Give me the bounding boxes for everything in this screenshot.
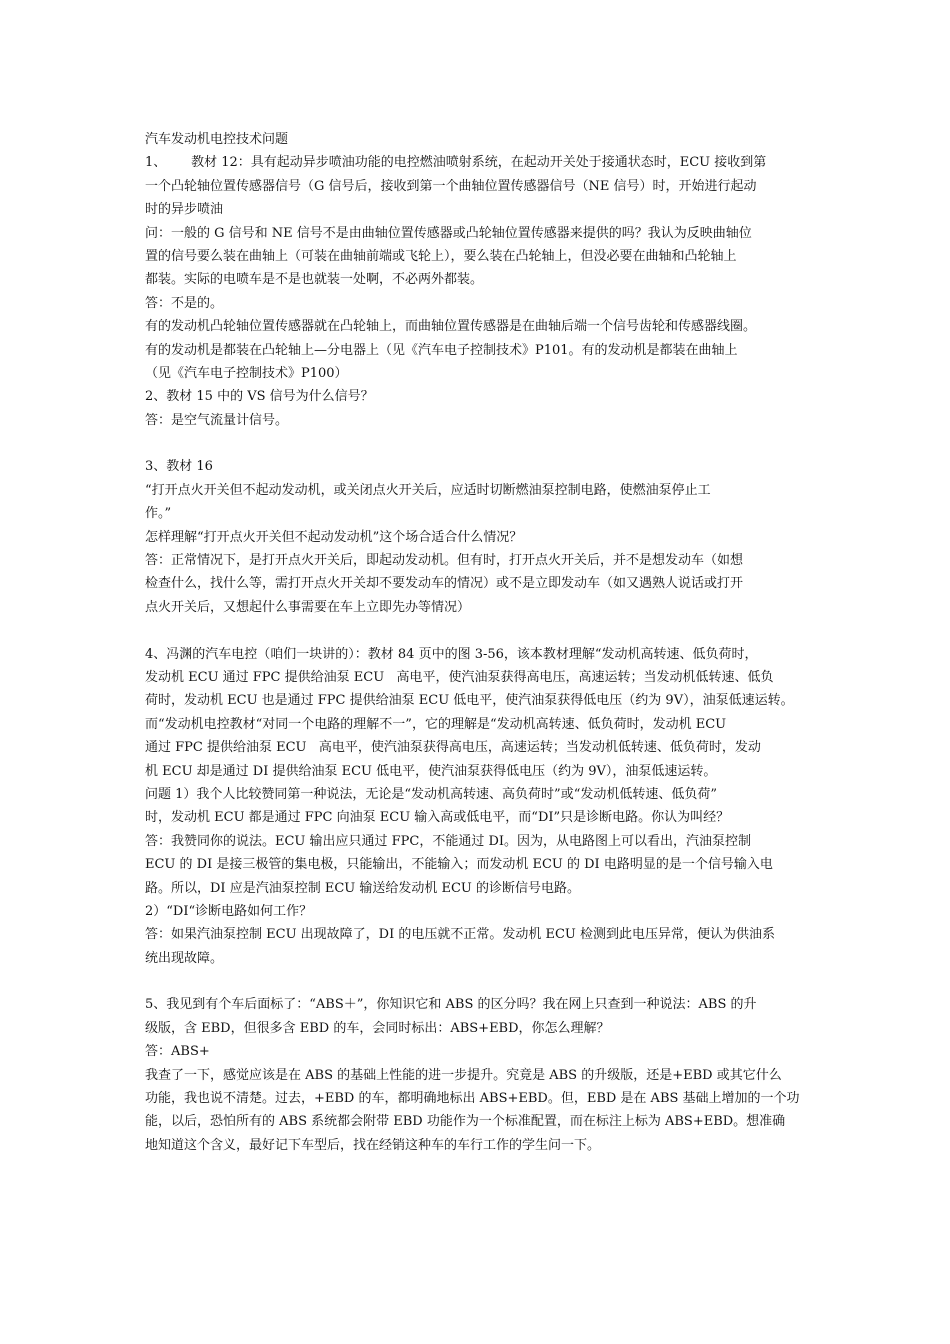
text-line: 都装。实际的电喷车是不是也就装一处啊，不必两外都装。 — [145, 272, 484, 288]
text-line: 问题 1）我个人比较赞同第一种说法，无论是“发动机高转速、高负荷时”或“发动机低转速、低负荷” — [145, 786, 717, 802]
text-line: 置的信号要么装在曲轴上（可装在曲轴前端或飞轮上），要么装在凸轮轴上，但没必要在曲轴和凸轮轴上 — [145, 248, 737, 264]
text-line: 而“发动机电控教材“对同一个电路的理解不一”，它的理解是“发动机高转速、低负荷时，发动机 ECU — [145, 716, 727, 732]
blank-line — [145, 432, 815, 455]
blank-line — [145, 970, 815, 993]
text-line: 我查了一下，感觉应该是在 ABS 的基础上性能的进一步提升。究竟是 ABS 的升级版，还是+EBD 或其它什么 — [145, 1067, 782, 1083]
text-line: 时的异步喷油 — [145, 202, 224, 218]
text-line: 2、教材 15 中的 VS 信号为什么信号？ — [145, 389, 374, 405]
document-title: 汽车发动机电控技术问题 — [145, 132, 289, 147]
text-line: 答：ABS+ — [145, 1044, 210, 1060]
text-line: 5、我见到有个车后面标了：“ABS＋”，你知识它和 ABS 的区分吗？我在网上只查到一种说法：ABS 的升 — [145, 997, 757, 1013]
text-line: 通过 FPC 提供给油泵 ECU 高电平，使汽油泵获得高电压，高速运转；当发动机低转速、低负荷时，发动 — [145, 740, 761, 756]
text-line: 怎样理解“打开点火开关但不起动发动机”这个场合适合什么情况？ — [145, 529, 523, 545]
blank-line — [145, 619, 815, 642]
text-line: 能，以后，恐怕所有的 ABS 系统都会附带 EBD 功能作为一个标准配置，而在标注上标为 ABS+EBD。想准确 — [145, 1114, 786, 1130]
text-line: 级版，含 EBD，但很多含 EBD 的车，会同时标出：ABS+EBD，你怎么理解？ — [145, 1020, 610, 1036]
text-line: 功能，我也说不清楚。过去，+EBD 的车，都明确地标出 ABS+EBD。但，EBD 是在 ABS 基础上增加的一个功 — [145, 1091, 800, 1107]
text-line: 2）“DI“诊断电路如何工作？ — [145, 903, 313, 919]
text-line: 1、 教材 12：具有起动异步喷油功能的电控燃油喷射系统，在起动开关处于接通状态时，ECU 接收到第 — [145, 155, 767, 171]
text-line: 有的发动机凸轮轴位置传感器就在凸轮轴上，而曲轴位置传感器是在曲轴后端一个信号齿轮和传感器线圈。 — [145, 319, 757, 335]
text-line: 路。所以，DI 应是汽油泵控制 ECU 输送给发动机 ECU 的诊断信号电路。 — [145, 880, 581, 896]
text-line: 荷时，发动机 ECU 也是通过 FPC 提供给油泵 ECU 低电平，使汽油泵获得低电压（约为 9V），油泵低速运转。 — [145, 693, 794, 709]
text-line: 点火开关后，又想起什么事需要在车上立即先办等情况） — [145, 599, 471, 615]
text-line: 问：一般的 G 信号和 NE 信号不是由曲轴位置传感器或凸轮轴位置传感器来提供的吗？我认为反映曲轴位 — [145, 225, 752, 241]
document-body — [145, 128, 815, 1157]
text-line: 答：不是的。 — [145, 295, 224, 311]
text-line: （见《汽车电子控制技术》P100） — [145, 365, 348, 381]
text-line: ECU 的 DI 是接三极管的集电极，只能输出，不能输入；而发动机 ECU 的 DI 电路明显的是一个信号输入电 — [145, 857, 773, 873]
text-line: 答：如果汽油泵控制 ECU 出现故障了，DI 的电压就不正常。发动机 ECU 检测到此电压异常，便认为供油系 — [145, 927, 776, 943]
text-line: 作。” — [145, 506, 172, 522]
text-line: 地知道这个含义，最好记下车型后，找在经销这种车的车行工作的学生问一下。 — [145, 1137, 601, 1153]
text-line: 发动机 ECU 通过 FPC 提供给油泵 ECU 高电平，使汽油泵获得高电压，高速运转；当发动机低转速、低负 — [145, 669, 774, 685]
text-line: 3、教材 16 — [145, 459, 213, 475]
text-line: 有的发动机是都装在凸轮轴上—分电器上（见《汽车电子控制技术》P101。有的发动机是都装在曲轴上 — [145, 342, 738, 358]
text-line: 检查什么，找什么等，需打开点火开关却不要发动车的情况）或不是立即发动车（如又遇熟人说话或打开 — [145, 576, 744, 592]
text-line: 一个凸轮轴位置传感器信号（G 信号后，接收到第一个曲轴位置传感器信号（NE 信号）时，开始进行起动 — [145, 178, 757, 194]
text-line: 机 ECU 却是通过 DI 提供给油泵 ECU 低电平，使汽油泵获得低电压（约为 9V），油泵低速运转。 — [145, 763, 717, 779]
text-line: 时，发动机 ECU 都是通过 FPC 向油泵 ECU 输入高或低电平，而“DI”只是诊断电路。你认为叫经？ — [145, 810, 730, 826]
text-line: “打开点火开关但不起动发动机，或关闭点火开关后，应适时切断燃油泵控制电路，使燃油泵停止工 — [145, 482, 711, 498]
text-line: 答：正常情况下，是打开点火开关后，即起动发动机。但有时，打开点火开关后，并不是想发动车（如想 — [145, 553, 744, 569]
text-line: 统出现故障。 — [145, 950, 224, 966]
text-line: 答：我赞同你的说法。ECU 输出应只通过 FPC，不能通过 DI。因为，从电路图上可以看出，汽油泵控制 — [145, 833, 752, 849]
text-line: 答：是空气流量计信号。 — [145, 412, 289, 428]
text-line: 4、冯渊的汽车电控（咱们一块讲的）：教材 84 页中的图 3-56，该本教材理解“发动机高转速、低负荷时， — [145, 646, 758, 662]
